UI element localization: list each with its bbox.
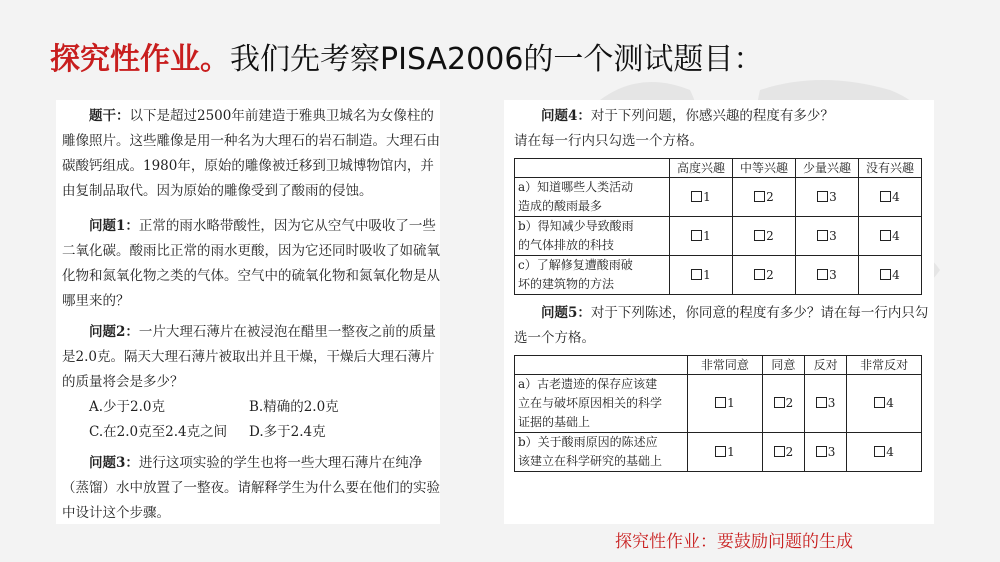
q4-row-c	[515, 256, 922, 295]
q4-row-a-line1: a）知道哪些人类活动	[518, 180, 634, 194]
q4-b-choice-3[interactable]: 3	[796, 217, 859, 256]
stem-label: 题干：	[89, 108, 130, 124]
q4-b-choice-4[interactable]: 4	[859, 217, 922, 256]
checkbox-icon	[817, 269, 828, 280]
q4-c-choice-1[interactable]: 1	[670, 256, 733, 295]
q5-row-b-label	[515, 433, 688, 472]
q1-text: 正常的雨水略带酸性，因为它从空气中吸收了一些二氧化碳。酸雨比正常的雨水更酸，因为它还同时吸收了如硫氧化物和氮氧化物之类的气体。空气中的硫氧化物和氮氧化物是从哪里来的？	[62, 218, 440, 309]
left-question-panel	[56, 100, 440, 524]
q4-row-b	[515, 217, 922, 256]
q4-interest-table	[514, 158, 922, 295]
q5-row-a-line3: 证据的基础上	[518, 415, 591, 429]
checkbox-icon	[874, 446, 885, 457]
q5-row-a-label	[515, 375, 688, 433]
q4-header-row	[515, 159, 922, 178]
q5-text: 对于下列陈述，你同意的程度有多少？请在每一行内只勾选一个方格。	[514, 305, 929, 346]
q4-label: 问题4：	[541, 108, 591, 124]
checkbox-icon	[817, 230, 828, 241]
q4-header-blank	[515, 159, 670, 178]
q4-row-a-label	[515, 178, 670, 217]
q5-agreement-table	[514, 355, 922, 472]
q4-text: 对于下列问题，你感兴趣的程度有多少？	[590, 108, 834, 124]
q5-row-b-line2: 该建立在科学研究的基础上	[518, 454, 663, 468]
q4-row-c-line2: 坏的建筑物的方法	[518, 277, 615, 291]
question-2	[62, 320, 440, 395]
checkbox-icon	[880, 269, 891, 280]
checkbox-icon	[816, 446, 827, 457]
q4-header-medium: 中等兴趣	[733, 159, 796, 178]
q3-label: 问题3：	[89, 455, 139, 471]
q1-label: 问题1：	[89, 218, 139, 234]
q5-a-choice-1[interactable]: 1	[688, 375, 763, 433]
q4-a-choice-4[interactable]: 4	[859, 178, 922, 217]
q4-row-a-line2: 造成的酸雨最多	[518, 199, 603, 213]
q4-c-choice-2[interactable]: 2	[733, 256, 796, 295]
q2-text: 一片大理石薄片在被浸泡在醋里一整夜之前的质量是2.0克。隔天大理石薄片被取出并且干燥，干燥后大理石薄片的质量将会是多少？	[62, 324, 436, 390]
question-5	[514, 301, 934, 351]
q4-a-choice-1[interactable]: 1	[670, 178, 733, 217]
q4-header-none: 没有兴趣	[859, 159, 922, 178]
q3-text: 进行这项实验的学生也将一些大理石薄片在纯净（蒸馏）水中放置了一整夜。请解释学生为什么要在他们的实验中设计这个步骤。	[62, 455, 440, 521]
q4-instruction: 请在每一行内只勾选一个方格。	[514, 133, 703, 149]
q5-header-agree: 同意	[762, 356, 804, 375]
q5-b-choice-4[interactable]: 4	[847, 433, 922, 472]
checkbox-icon	[816, 397, 827, 408]
q4-c-choice-3[interactable]: 3	[796, 256, 859, 295]
checkbox-icon	[817, 191, 828, 202]
q5-b-choice-2[interactable]: 2	[762, 433, 804, 472]
footer-note: 探究性作业：要鼓励问题的生成	[615, 532, 853, 552]
q5-row-a	[515, 375, 922, 433]
q2-options-row-2	[62, 420, 440, 445]
q5-b-choice-3[interactable]: 3	[804, 433, 846, 472]
checkbox-icon	[754, 269, 765, 280]
q5-label: 问题5：	[541, 305, 591, 321]
option-b: B.精确的2.0克	[249, 399, 339, 415]
q5-header-strongly-disagree: 非常反对	[847, 356, 922, 375]
q4-header-high: 高度兴趣	[670, 159, 733, 178]
q5-header-strongly-agree: 非常同意	[688, 356, 763, 375]
q4-row-b-label	[515, 217, 670, 256]
q5-row-a-line1: a）古老遗迹的保存应该建	[518, 377, 658, 391]
checkbox-icon	[774, 446, 785, 457]
checkbox-icon	[691, 269, 702, 280]
q2-options-row-1	[62, 395, 440, 420]
checkbox-icon	[691, 230, 702, 241]
option-a: A.少于2.0克	[89, 399, 166, 415]
q4-row-c-line1: c）了解修复遭酸雨破	[518, 258, 633, 272]
question-3	[62, 451, 440, 526]
stem-paragraph	[62, 104, 440, 204]
checkbox-icon	[874, 397, 885, 408]
q5-b-choice-1[interactable]: 1	[688, 433, 763, 472]
option-c: C.在2.0克至2.4克之间	[89, 424, 228, 440]
checkbox-icon	[715, 446, 726, 457]
q5-row-b-line1: b）关于酸雨原因的陈述应	[518, 435, 658, 449]
q5-header-row	[515, 356, 922, 375]
q4-c-choice-4[interactable]: 4	[859, 256, 922, 295]
page-title	[50, 34, 763, 78]
q5-row-a-line2: 立在与破坏原因相关的科学	[518, 396, 663, 410]
option-d: D.多于2.4克	[249, 424, 326, 440]
q4-a-choice-2[interactable]: 2	[733, 178, 796, 217]
checkbox-icon	[754, 230, 765, 241]
q2-label: 问题2：	[89, 324, 139, 340]
title-black: 我们先考察PISA2006的一个测试题目：	[230, 42, 764, 77]
q5-row-b	[515, 433, 922, 472]
q5-a-choice-2[interactable]: 2	[762, 375, 804, 433]
q4-row-b-line1: b）得知减少导致酸雨	[518, 219, 634, 233]
q4-b-choice-2[interactable]: 2	[733, 217, 796, 256]
q5-a-choice-4[interactable]: 4	[847, 375, 922, 433]
q4-row-b-line2: 的气体排放的科技	[518, 238, 615, 252]
question-4	[514, 104, 934, 129]
q4-row-c-label	[515, 256, 670, 295]
q4-a-choice-3[interactable]: 3	[796, 178, 859, 217]
q4-header-low: 少量兴趣	[796, 159, 859, 178]
q5-a-choice-3[interactable]: 3	[804, 375, 846, 433]
q4-b-choice-1[interactable]: 1	[670, 217, 733, 256]
question-1	[62, 214, 440, 314]
q5-header-disagree: 反对	[804, 356, 846, 375]
checkbox-icon	[774, 397, 785, 408]
q4-row-a	[515, 178, 922, 217]
q5-header-blank	[515, 356, 688, 375]
title-red: 探究性作业。	[50, 42, 230, 77]
checkbox-icon	[880, 191, 891, 202]
checkbox-icon	[715, 397, 726, 408]
right-question-panel	[504, 100, 934, 524]
stem-text: 以下是超过2500年前建造于雅典卫城名为女像柱的雕像照片。这些雕像是用一种名为大理石的岩石制造。大理石由碳酸钙组成。1980年，原始的雕像被迁移到卫城博物馆内，并由复制品取代。因为原始的雕像受到了酸雨的侵蚀。	[62, 108, 440, 199]
checkbox-icon	[754, 191, 765, 202]
checkbox-icon	[880, 230, 891, 241]
checkbox-icon	[691, 191, 702, 202]
